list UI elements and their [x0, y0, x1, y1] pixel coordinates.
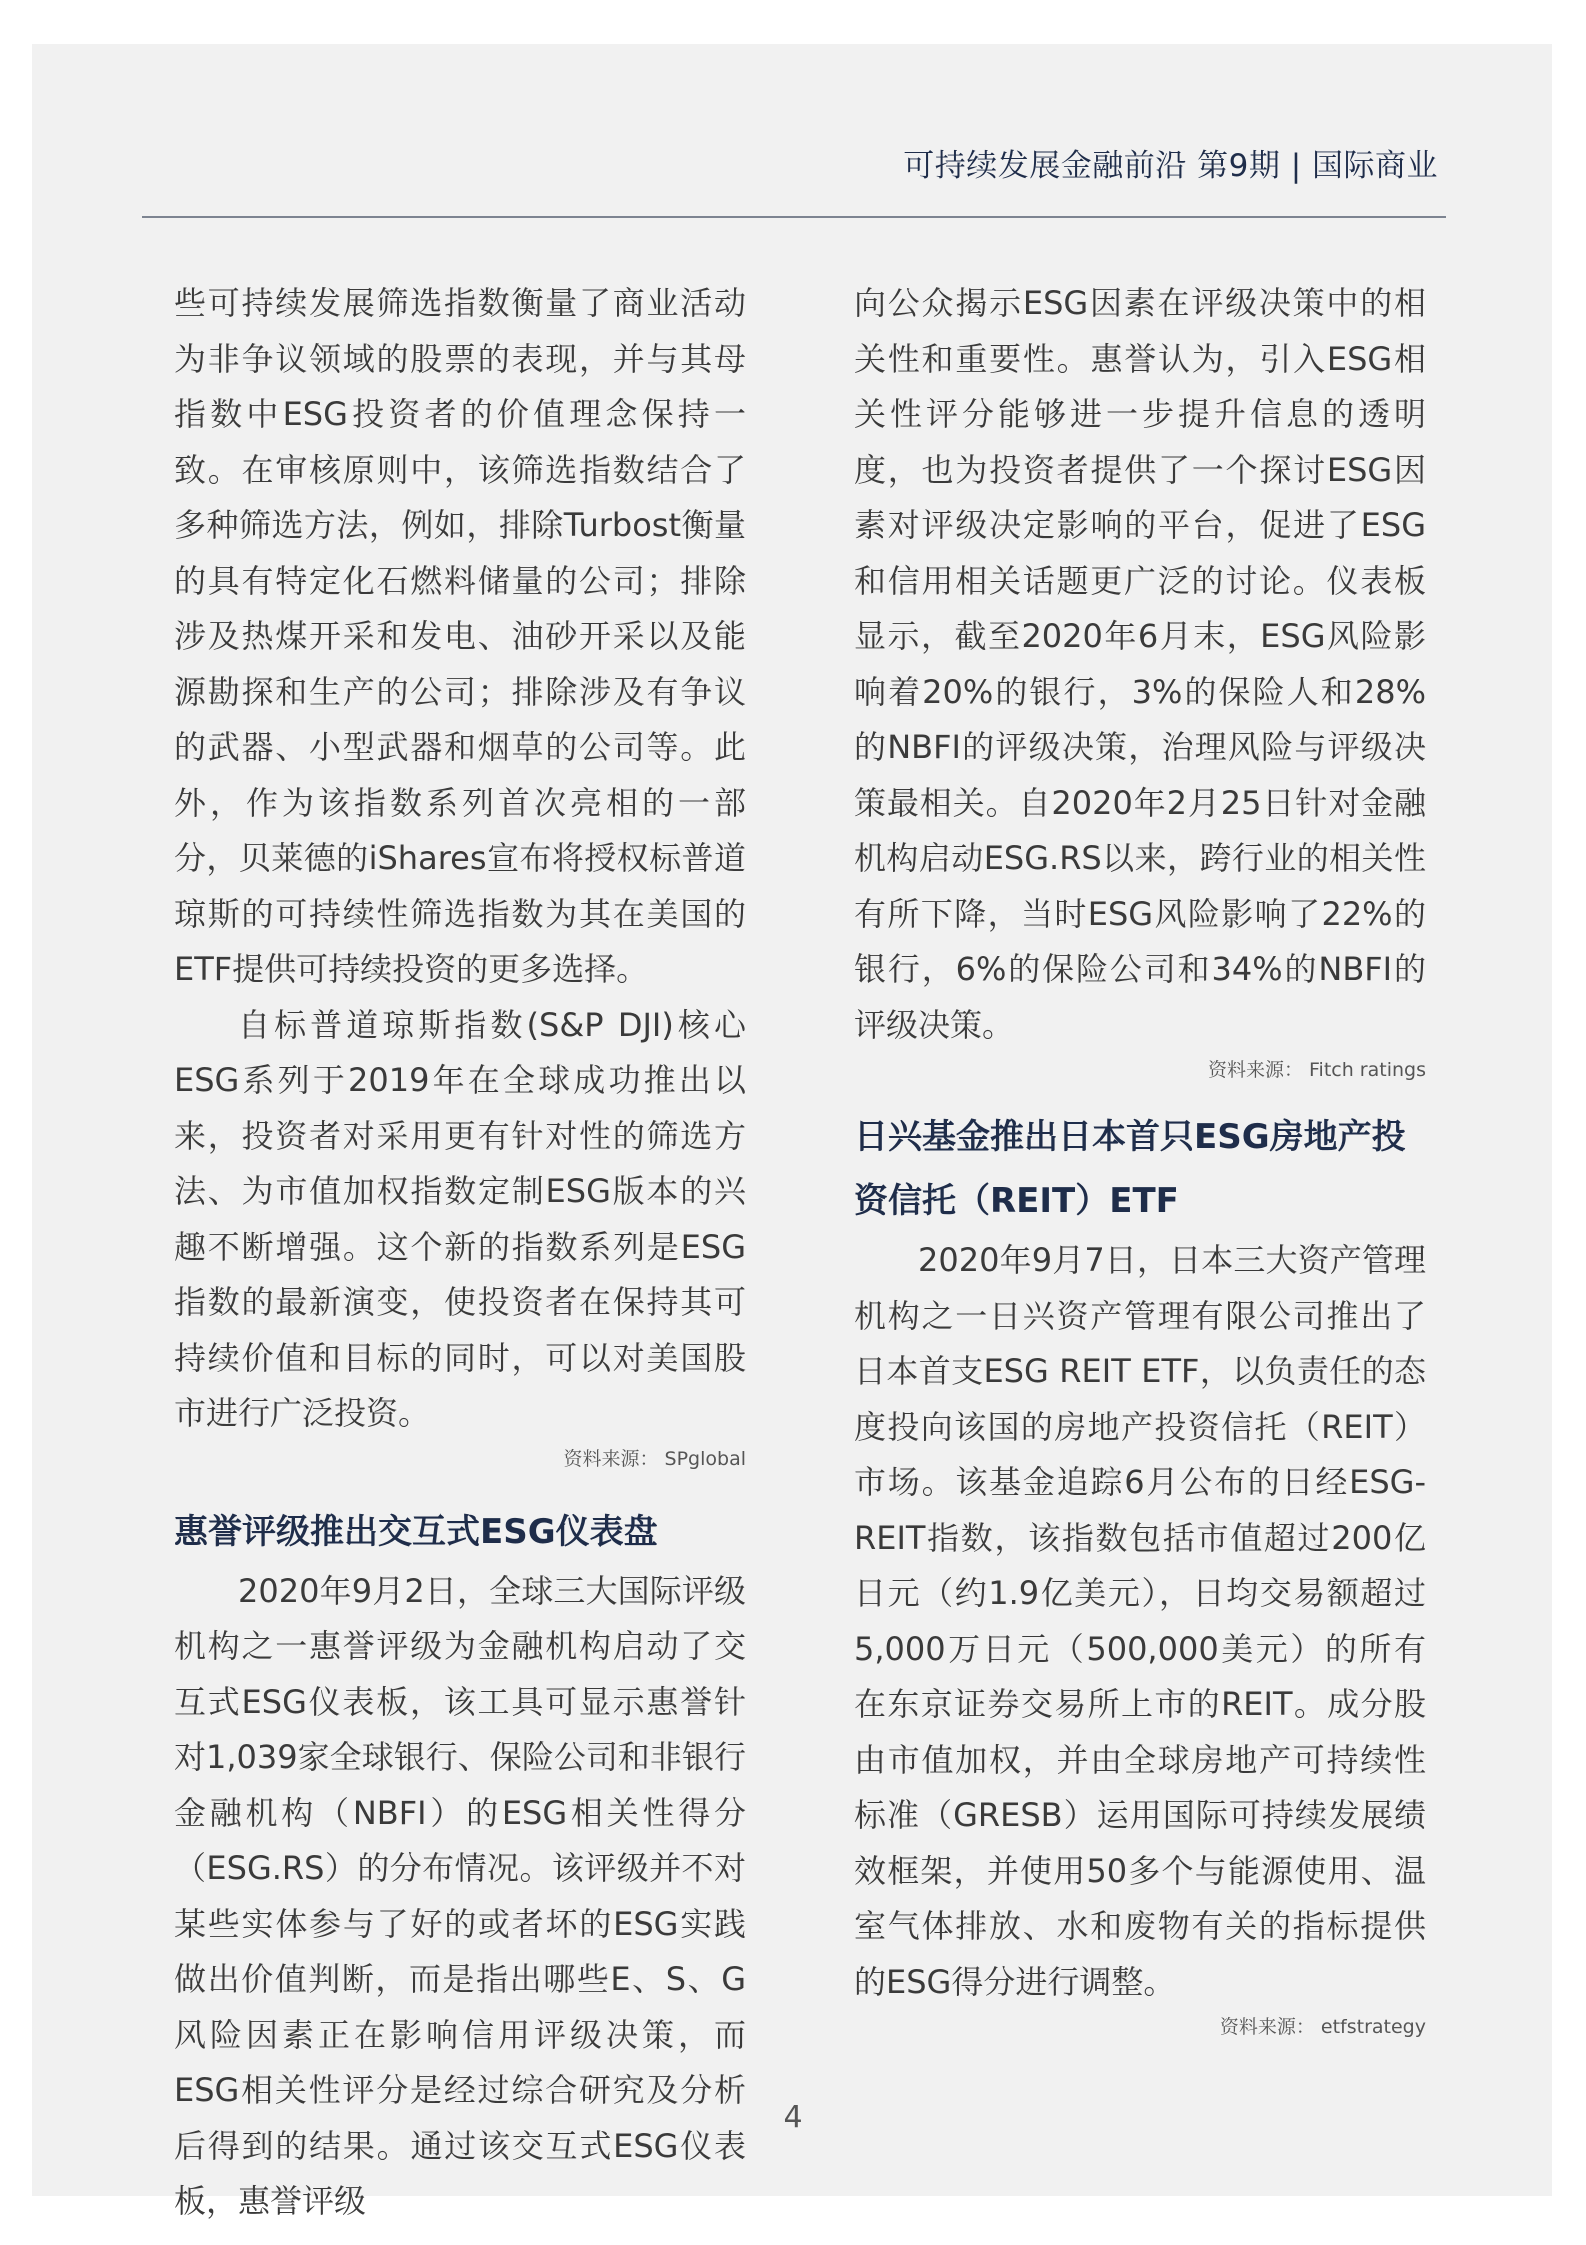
section-heading: 惠誉评级推出交互式ESG仪表盘 — [174, 1511, 658, 1552]
article-paragraph: 些可持续发展筛选指数衡量了商业活动为非争议领域的股票的表现，并与其母指数中ESG投资者的价值理念保持一致。在审核原则中，该筛选指数结合了多种筛选方法，例如，排除Turbost衡量的具有特定化石燃料储量的公司；排除涉及热煤开采和发电、油砂开采以及能源勘探和生产的公司；排除涉及有争议的武器、小型武器和烟草的公司等。此外，作为该指数系列首次亮相的一部分，贝莱德的iShares宣布将授权标普道琼斯的可持续性筛选指数为其在美国的ETF提供可持续投资的更多选择。 — [174, 284, 746, 988]
article-paragraph: 向公众揭示ESG因素在评级决策中的相关性和重要性。惠誉认为，引入ESG相关性评分能够进一步提升信息的透明度，也为投资者提供了一个探讨ESG因素对评级决定影响的平台，促进了ESG和信用相关话题更广泛的讨论。仪表板显示，截至2020年6月末，ESG风险影响着20%的银行，3%的保险人和28%的NBFI的评级决策，治理风险与评级决策最相关。自2020年2月25日针对金融机构启动ESG.RS以来，跨行业的相关性有所下降，当时ESG风险影响了22%的银行，6%的保险公司和34%的NBFI的评级决策。 — [854, 284, 1426, 1044]
source-note: 资料来源： SPglobal — [563, 1447, 746, 1470]
source-note: 资料来源： Fitch ratings — [1207, 1059, 1426, 1081]
header-divider — [142, 216, 1446, 218]
left-column — [174, 276, 746, 2230]
page-number: 4 — [783, 2100, 803, 2135]
section-heading: 日兴基金推出日本首只ESG房地产投资信托（REIT）ETF — [854, 1117, 1406, 1221]
header-title: 可持续发展金融前沿 第9期 | 国际商业 — [903, 148, 1438, 184]
source-note: 资料来源： etfstrategy — [1219, 2016, 1426, 2038]
article-paragraph: 2020年9月2日，全球三大国际评级机构之一惠誉评级为金融机构启动了交互式ESG仪表板，该工具可显示惠誉针对1,039家全球银行、保险公司和非银行金融机构（NBFI）的ESG相关性得分（ESG.RS）的分布情况。该评级并不对某些实体参与了好的或者坏的ESG实践做出价值判断，而是指出哪些E、S、G风险因素正在影响信用评级决策，而ESG相关性评分是经过综合研究及分析后得到的结果。通过该交互式ESG仪表板，惠誉评级 — [174, 1571, 746, 2220]
article-paragraph: 自标普道琼斯指数(S&P DJI)核心ESG系列于2019年在全球成功推出以来，投资者对采用更有针对性的筛选方法、为市值加权指数定制ESG版本的兴趣不断增强。这个新的指数系列是ESG指数的最新演变，使投资者在保持其可持续价值和目标的同时，可以对美国股市进行广泛投资。 — [174, 1005, 746, 1432]
article-paragraph: 2020年9月7日，日本三大资产管理机构之一日兴资产管理有限公司推出了日本首支ESG REIT ETF，以负责任的态度投向该国的房地产投资信托（REIT）市场。该基金追踪6月公布的日经ESG-REIT指数，该指数包括市值超过200亿日元（约1.9亿美元），日均交易额超过5,000万日元（500,000美元）的所有在东京证券交易所上市的REIT。成分股由市值加权，并由全球房地产可持续性标准（GRESB）运用国际可持续发展绩效框架，并使用50多个与能源使用、温室气体排放、水和废物有关的指标提供的ESG得分进行调整。 — [854, 1241, 1426, 2001]
right-column — [854, 276, 1426, 2042]
